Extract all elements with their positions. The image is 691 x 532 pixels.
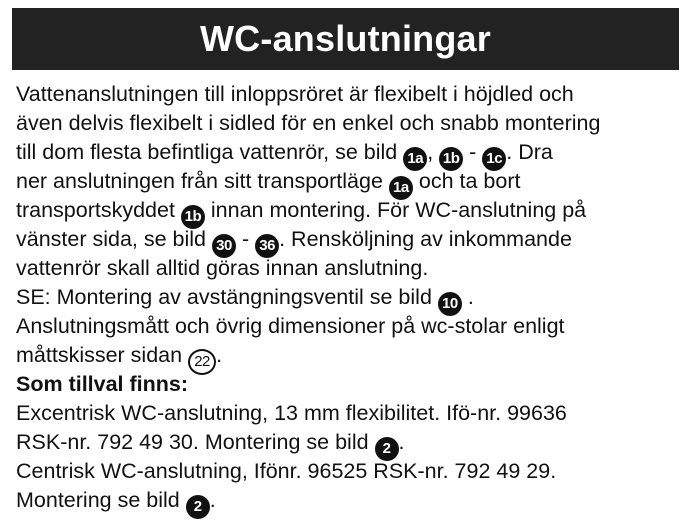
figure-ref-badge: 30 [212, 234, 236, 258]
text-segment: , [427, 140, 440, 164]
text-segment: måttskisser sidan [16, 343, 189, 367]
text-segment: . [216, 343, 223, 367]
text-segment: - [463, 140, 483, 164]
text-segment: . [461, 285, 474, 309]
text-line [16, 225, 681, 254]
text-segment: . [398, 430, 405, 454]
figure-ref-badge: 36 [255, 234, 279, 258]
text-line [16, 80, 681, 109]
text-segment: . [209, 488, 216, 512]
text-segment: Anslutningsmått och övrig dimensioner på wc-stolar enligt [16, 314, 565, 338]
text-segment: och ta bort [412, 169, 521, 193]
text-segment: Vattenanslutningen till inloppsröret är flexibelt i höjdled och [16, 82, 574, 106]
text-segment: innan montering. För WC-anslutning på [204, 198, 587, 222]
text-line [16, 138, 681, 167]
figure-ref-badge: 2 [186, 495, 210, 519]
figure-ref-badge: 1c [482, 147, 506, 171]
text-line [16, 254, 681, 283]
text-line [16, 457, 681, 486]
text-segment: . Dra [506, 140, 553, 164]
text-line [16, 486, 681, 515]
figure-ref-badge: 1b [181, 205, 205, 229]
text-segment: Centrisk WC-anslutning, Ifönr. 96525 RSK-nr. 792 49 29. [16, 459, 557, 483]
text-segment: ner anslutningen från sitt transportläge [16, 169, 389, 193]
instruction-text [16, 80, 681, 515]
text-line [16, 167, 681, 196]
title-banner [12, 8, 679, 70]
section-heading [16, 370, 681, 399]
text-segment: vattenrör skall alltid göras innan anslutning. [16, 256, 429, 280]
figure-ref-badge: 1b [439, 147, 463, 171]
text-segment: Som tillval finns: [16, 372, 189, 396]
figure-ref-badge: 1a [403, 147, 427, 171]
text-segment: SE: Montering av avstängningsventil se bild [16, 285, 438, 309]
figure-ref-badge: 1a [389, 176, 413, 200]
text-segment: till dom flesta befintliga vattenrör, se bild [16, 140, 404, 164]
text-line [16, 341, 681, 370]
text-line [16, 196, 681, 225]
text-segment: även delvis flexibelt i sidled för en enkel och snabb montering [16, 111, 601, 135]
text-line [16, 399, 681, 428]
text-line [16, 283, 681, 312]
figure-ref-badge: 10 [438, 292, 462, 316]
text-segment: vänster sida, se bild [16, 227, 212, 251]
text-line [16, 428, 681, 457]
text-line [16, 109, 681, 138]
text-segment: . Rensköljning av inkommande [279, 227, 572, 251]
text-segment: - [236, 227, 256, 251]
figure-ref-badge: 2 [375, 437, 399, 461]
page-ref-badge: 22 [188, 349, 216, 375]
text-segment: Montering se bild [16, 488, 186, 512]
text-segment: RSK-nr. 792 49 30. Montering se bild [16, 430, 375, 454]
page-title: WC-anslutningar [200, 18, 491, 59]
text-segment: Excentrisk WC-anslutning, 13 mm flexibilitet. Ifö-nr. 99636 [16, 401, 567, 425]
text-line [16, 312, 681, 341]
text-segment: transportskyddet [16, 198, 181, 222]
